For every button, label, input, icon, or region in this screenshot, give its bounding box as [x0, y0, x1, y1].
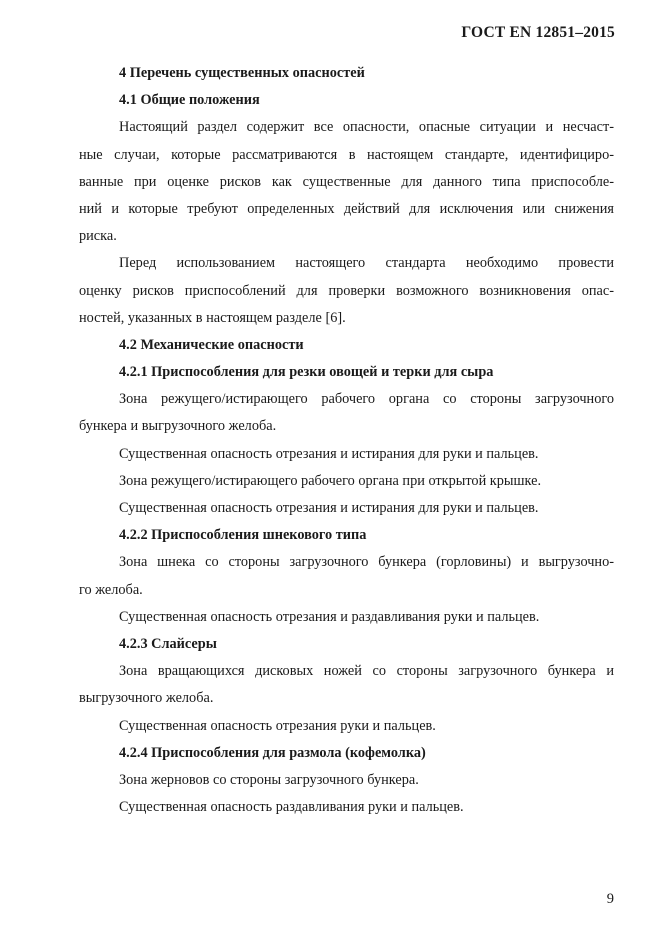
paragraph-line: Существенная опасность отрезания и истирания для руки и пальцев.: [119, 445, 539, 462]
paragraph-line: Зона жерновов со стороны загрузочного бункера.: [119, 771, 419, 788]
paragraph-line: ные случаи, которые рассматриваются в настоящем стандарте, идентифициро-: [79, 146, 614, 163]
paragraph-line: выгрузочного желоба.: [79, 690, 214, 707]
paragraph-line: ностей, указанных в настоящем разделе [6].: [79, 309, 346, 326]
subsection-heading-4-1: 4.1 Общие положения: [119, 92, 260, 109]
section-heading-4: 4 Перечень существенных опасностей: [119, 65, 365, 81]
paragraph-line: Существенная опасность раздавливания руки и пальцев.: [119, 799, 464, 816]
paragraph-line: Существенная опасность отрезания и раздавливания руки и пальцев.: [119, 608, 540, 625]
paragraph-line: Зона режущего/истирающего рабочего органа со стороны загрузочного: [119, 391, 614, 408]
paragraph-line: Существенная опасность отрезания и истирания для руки и пальцев.: [119, 500, 539, 516]
paragraph-line: Зона шнека со стороны загрузочного бункера (горловины) и выгрузочно-: [119, 554, 614, 571]
paragraph-line: оценку рисков приспособлений для проверки возможного возникновения опас-: [79, 282, 614, 299]
subsection-heading-4-2: 4.2 Механические опасности: [119, 336, 304, 353]
paragraph-line: риска.: [79, 228, 117, 245]
subsection-heading-4-2-4: 4.2.4 Приспособления для размола (кофемолка): [119, 744, 426, 761]
page-number: 9: [606, 891, 614, 907]
paragraph-line: го желоба.: [79, 581, 143, 598]
paragraph-line: Настоящий раздел содержит все опасности, опасные ситуации и несчаст-: [119, 119, 614, 136]
paragraph-line: ванные при оценке рисков как существенные для данного типа приспособле-: [79, 173, 614, 190]
document-body: [79, 60, 614, 821]
standard-designation: ГОСТ EN 12851–2015: [461, 24, 615, 41]
subsection-heading-4-2-2: 4.2.2 Приспособления шнекового типа: [119, 527, 367, 544]
subsection-heading-4-2-3: 4.2.3 Слайсеры: [119, 635, 217, 652]
paragraph-line: Зона вращающихся дисковых ножей со стороны загрузочного бункера и: [119, 663, 614, 680]
subsection-heading-4-2-1: 4.2.1 Приспособления для резки овощей и терки для сыра: [119, 364, 494, 381]
paragraph-line: Перед использованием настоящего стандарта необходимо провести: [119, 255, 614, 272]
paragraph-line: Зона режущего/истирающего рабочего органа при открытой крышке.: [119, 472, 542, 489]
paragraph-line: бункера и выгрузочного желоба.: [79, 418, 277, 435]
paragraph-line: Существенная опасность отрезания руки и пальцев.: [119, 717, 436, 734]
paragraph-line: ний и которые требуют определенных действий для исключения или снижения: [79, 200, 614, 217]
